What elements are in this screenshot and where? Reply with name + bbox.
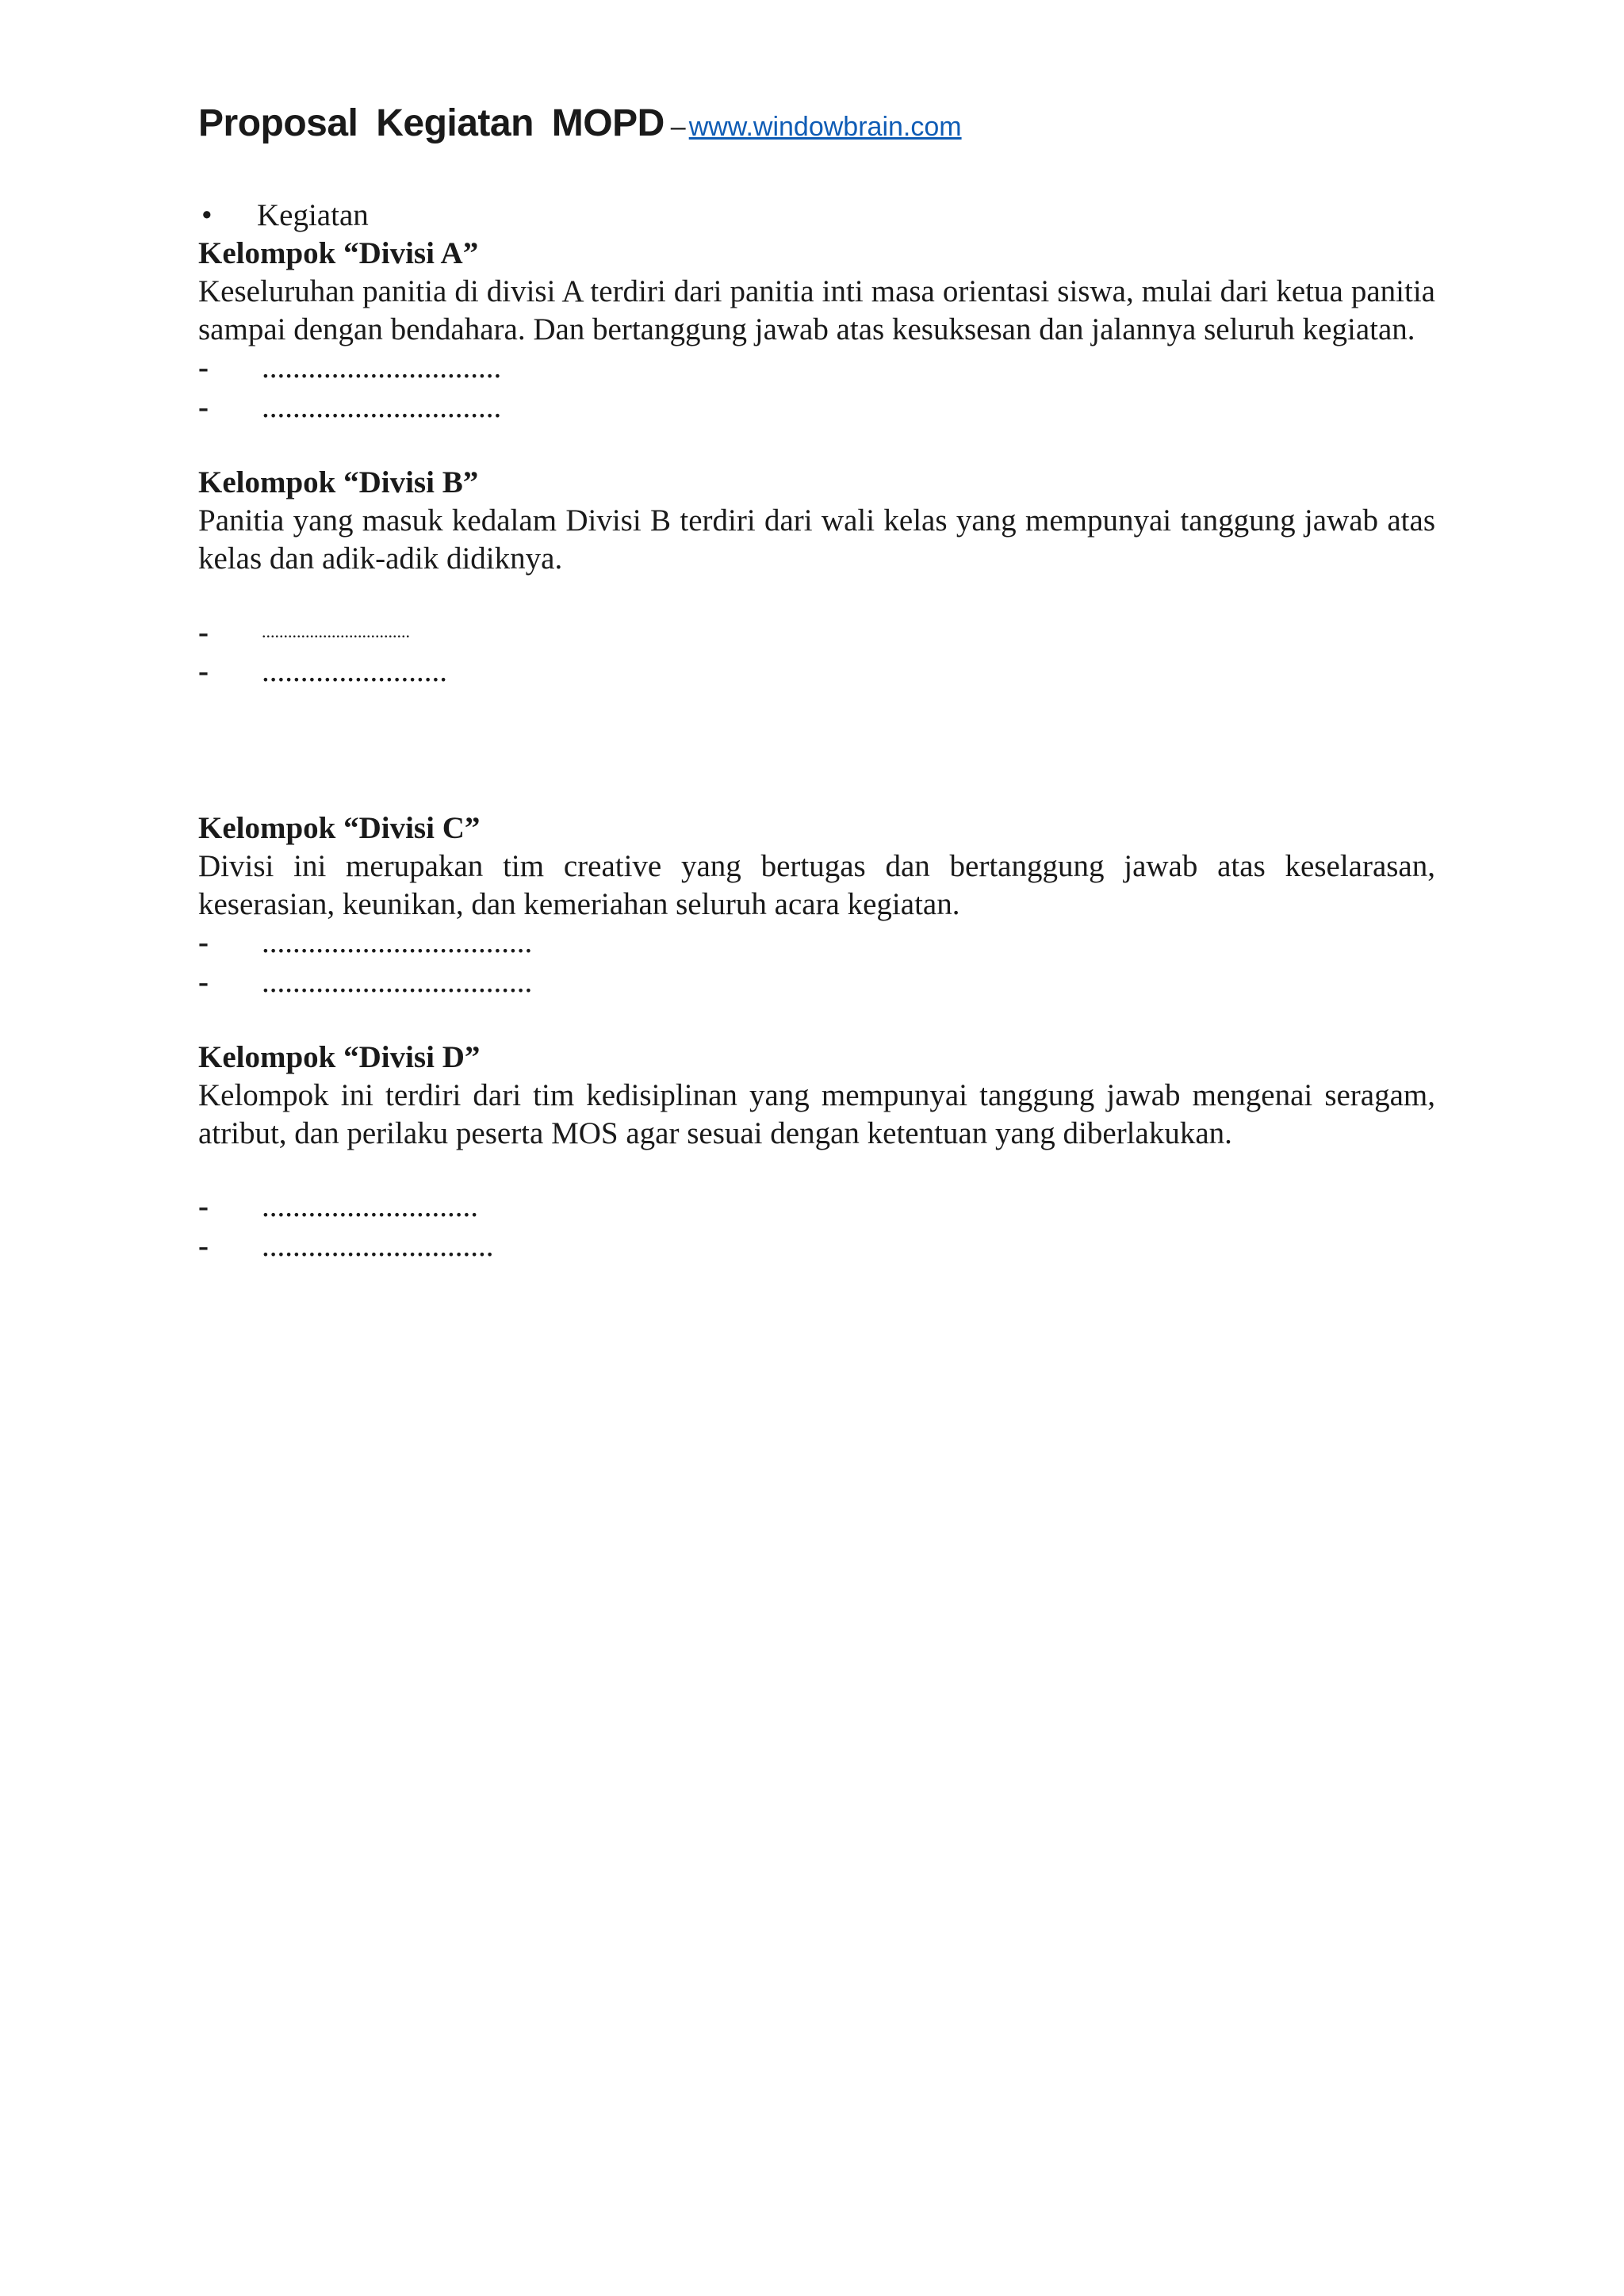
bullet-icon: •	[201, 198, 213, 232]
list-item-text: ...............................	[262, 350, 502, 385]
section-divisi-a	[198, 235, 1435, 428]
list-item-text: ..................................	[262, 622, 410, 641]
dash-marker: -	[198, 654, 209, 688]
dash-marker: -	[198, 1229, 209, 1263]
dash-marker: -	[198, 615, 209, 649]
section-paragraph: Kelompok ini terdiri dari tim kedisiplinan yang mempunyai tanggung jawab mengenai seragam, atribut, dan perilaku peserta MOS agar sesuai dengan ketentuan yang diberlakukan.	[198, 1078, 1435, 1150]
website-link[interactable]: www.windowbrain.com	[688, 112, 962, 142]
dash-marker: -	[198, 390, 209, 424]
list-item-text: ...................................	[262, 925, 533, 959]
spacer	[198, 692, 1435, 809]
bullet-item-kegiatan	[198, 197, 1435, 235]
section-heading: Kelompok “Divisi D”	[198, 1040, 481, 1074]
bullet-label: Kegiatan	[257, 198, 369, 232]
dash-marker: -	[198, 350, 209, 385]
dash-marker: -	[198, 965, 209, 999]
list-item	[198, 349, 1435, 388]
list-item	[198, 1188, 1435, 1227]
list-item-text: ...................................	[262, 965, 533, 999]
list-item	[198, 652, 1435, 692]
document-page	[198, 101, 1435, 1267]
dash-marker: -	[198, 1189, 209, 1223]
list-item-text: ........................	[262, 654, 447, 688]
document-header	[198, 101, 1435, 157]
section-paragraph: Panitia yang masuk kedalam Divisi B terdiri dari wali kelas yang mempunyai tanggung jawab atas kelas dan adik-adik didiknya.	[198, 503, 1435, 576]
list-item	[198, 613, 1435, 652]
list-item	[198, 388, 1435, 428]
dash-marker: -	[198, 925, 209, 959]
spacer	[198, 578, 1435, 613]
section-divisi-c	[198, 809, 1435, 1003]
list-item-text: ...............................	[262, 390, 502, 424]
document-title: Proposal Kegiatan MOPD	[198, 102, 665, 144]
list-item	[198, 963, 1435, 1003]
document-body	[198, 197, 1435, 1267]
list-item-text: ..............................	[262, 1229, 494, 1263]
title-separator: –	[670, 112, 686, 142]
list-item	[198, 1227, 1435, 1267]
list-item	[198, 924, 1435, 963]
section-divisi-b	[198, 464, 1435, 692]
section-divisi-d	[198, 1039, 1435, 1267]
list-item-text: ............................	[262, 1189, 478, 1223]
spacer	[198, 428, 1435, 464]
section-heading: Kelompok “Divisi B”	[198, 465, 479, 499]
section-heading: Kelompok “Divisi C”	[198, 811, 481, 845]
section-paragraph: Divisi ini merupakan tim creative yang bertugas dan bertanggung jawab atas keselarasan, keserasian, keunikan, dan kemeriahan seluruh acara kegiatan.	[198, 849, 1435, 921]
section-paragraph: Keseluruhan panitia di divisi A terdiri dari panitia inti masa orientasi siswa, mulai dari ketua panitia sampai dengan bendahara. Dan bertanggung jawab atas kesuksesan dan jalannya seluruh kegiatan.	[198, 274, 1435, 346]
spacer	[198, 1153, 1435, 1188]
section-heading: Kelompok “Divisi A”	[198, 236, 479, 270]
spacer	[198, 1003, 1435, 1039]
